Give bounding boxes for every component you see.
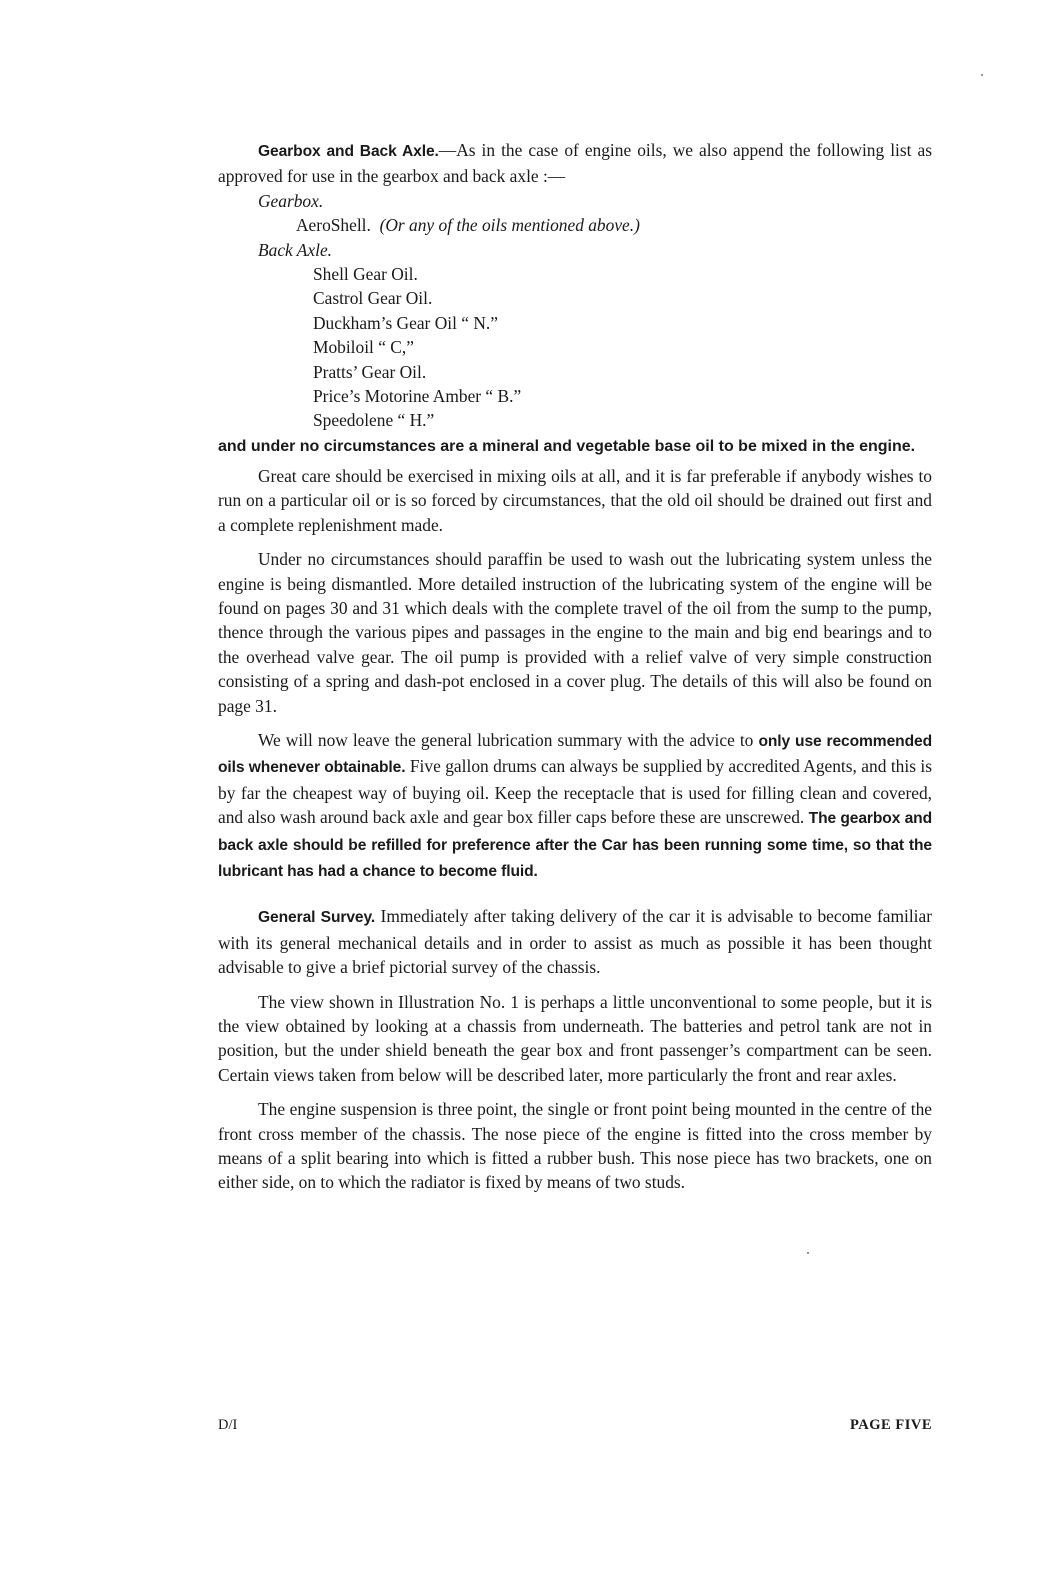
footer-code: D/I — [218, 1417, 238, 1433]
summary-mid: Five gallon drums can always be supplied by accredited Agents, and this is by far the cheapest way of buying oil. Keep the receptacle that is used for filling clean and covered, and also wash around back axle and gear box filler caps before these are unscrewed. — [218, 756, 933, 828]
page-body — [218, 138, 932, 1195]
summary-start: We will now leave the general lubrication summary with the advice to — [258, 729, 754, 750]
paraffin-paragraph: Under no circumstances should paraffin be used to wash out the lubricating system unless the engine is being dismantled. More detailed instruction of the lubricating system of the engine will be found on pages 30 and 31 which deals with the complete travel of the oil from the sump to the pump, thence through the various pipes and passages in the engine to the main and big end bearings and to the overhead valve gear. The oil pump is provided with a relief valve of very simple construction consisting of a spring and dash-pot enclosed in a cover plug. The details of this will also be found on page 31. — [218, 549, 932, 716]
gearbox-oil-line — [296, 213, 932, 237]
general-survey-text: Immediately after taking delivery of the car it is advisable to become familiar with its general mechanical details and in order to assist as much as possible it has been thought advisable to give a brief pictorial survey of the chassis. — [218, 906, 932, 978]
list-item: Mobiloil “ C,” — [313, 337, 414, 358]
page-number: PAGE FIVE — [850, 1417, 932, 1433]
gearbox-oil: AeroShell. — [296, 215, 371, 236]
list-item: Speedolene “ H.” — [313, 410, 435, 431]
back-axle-label: Back Axle. — [258, 239, 333, 260]
list-item: Price’s Motorine Amber “ B.” — [313, 386, 522, 407]
list-item: Shell Gear Oil. — [313, 264, 418, 285]
gearbox-label: Gearbox. — [258, 190, 324, 211]
engine-paragraph: The engine suspension is three point, the single or front point being mounted in the centre of the front cross member of the chassis. The nose piece of the engine is fitted into the cross member by means of a split bearing into which is fitted a rubber bush. This nose piece has two brackets, one on either side, on to which the radiator is fixed by means of two studs. — [218, 1099, 932, 1193]
gearbox-heading: Gearbox and Back Axle. — [258, 143, 439, 160]
back-axle-oil-list — [218, 262, 932, 433]
summary-paragraph — [218, 728, 932, 884]
warning-line: and under no circumstances are a mineral and vegetable base oil to be mixed in the engine. — [218, 437, 916, 455]
general-survey-paragraph — [218, 904, 932, 979]
view-paragraph: The view shown in Illustration No. 1 is perhaps a little unconventional to some people, but it is the view obtained by looking at a chassis from underneath. The batteries and petrol tank are not in position, but the under shield beneath the gear box and front passenger’s compartment can be seen. Certain views taken from below will be described later, more particularly the front and rear axles. — [218, 991, 932, 1085]
speck-mark — [981, 74, 983, 76]
summary-bold-end: The gearbox and back axle should be refilled for preference after the Car has been running some time, so that the lubricant has had a chance to become fluid. — [218, 810, 932, 880]
list-item: Duckham’s Gear Oil “ N.” — [313, 312, 498, 333]
gearbox-intro-paragraph — [218, 138, 932, 189]
summary-bold: only use recommended oils whenever obtainable. — [218, 732, 932, 777]
gearbox-note: (Or any of the oils mentioned above.) — [379, 215, 640, 236]
mixing-paragraph: Great care should be exercised in mixing oils at all, and it is far preferable if anybody wishes to run on a particular oil or is so forced by circumstances, that the old oil should be drained out first and a complete replenishment made. — [218, 465, 932, 535]
general-survey-heading: General Survey. — [258, 909, 376, 927]
list-item: Castrol Gear Oil. — [313, 288, 433, 309]
list-item: Pratts’ Gear Oil. — [313, 361, 427, 382]
speck-mark — [807, 1252, 809, 1254]
gearbox-intro-text: —As in the case of engine oils, we also append the following list as approved for use in the gearbox and back axle :— — [218, 140, 932, 187]
